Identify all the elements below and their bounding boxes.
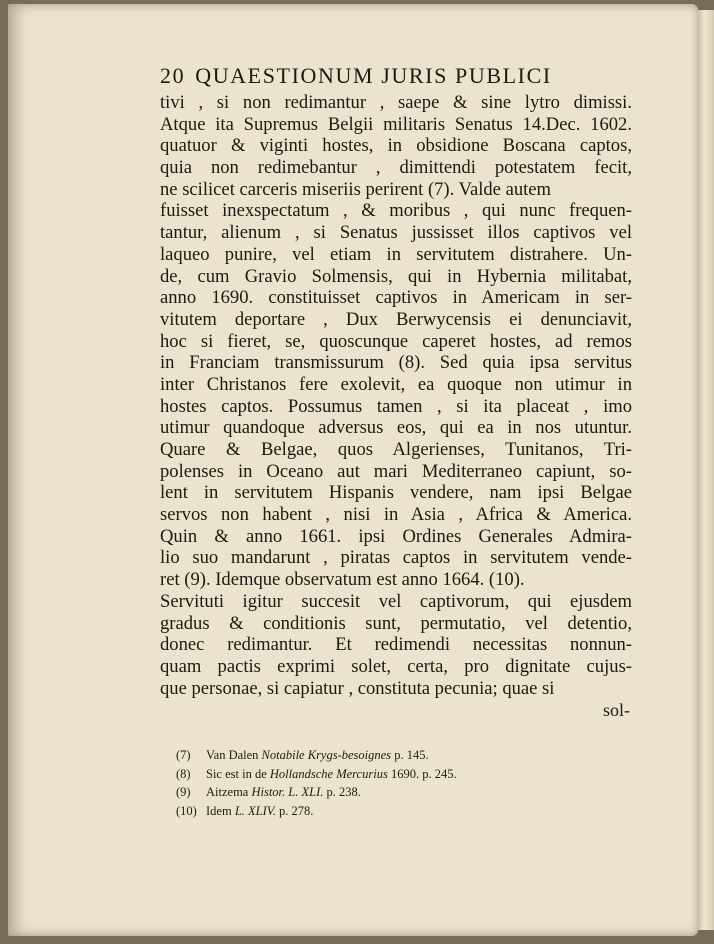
footnote-mark: (10) (176, 803, 197, 818)
text-line: inter Christanos fere exolevit, ea quoque non utimur in (160, 373, 632, 395)
footnote-author: Aitzema (206, 785, 252, 799)
text-line: Quare & Belgae, quos Algerienses, Tunitanos, Tri- (160, 439, 632, 460)
body-text (160, 92, 632, 699)
footnote-page-ref: p. 238. (323, 785, 361, 799)
text-line: tivi , si non redimantur , saepe & sine lytro dimissi. (160, 92, 632, 113)
text-line: in Franciam transmissurum (8). Sed quia ipsa servitus (160, 352, 632, 374)
footnote-author: Idem (206, 803, 235, 818)
text-line: servos non habent , nisi in Asia , Africa & America. (160, 504, 632, 526)
footnote-work-title: Notabile Krygs-besoignes (261, 748, 392, 762)
footnote-page-ref: 1690. p. 245. (387, 766, 457, 781)
text-line: lent in servitutem Hispanis vendere, nam ipsi Belgae (160, 482, 632, 504)
text-line: quam pactis exprimi solet, certa, pro dignitate cujus- (160, 655, 632, 677)
text-line: donec redimantur. Et redimendi necessitas nonnun- (160, 634, 632, 656)
page-number: 20 (160, 63, 186, 88)
footnote-page-ref: p. 145. (391, 748, 429, 762)
footnote-work-title: Histor. L. XLI. (251, 785, 324, 799)
text-line: quatuor & viginti hostes, in obsidione Boscana captos, (160, 135, 632, 157)
text-line: tantur, alienum , si Senatus jussisset illos captivos vel (160, 222, 632, 244)
footnote (176, 802, 576, 821)
text-line: quia non redimebantur , dimittendi potestatem fecit, (160, 157, 632, 179)
text-line: gradus & conditionis sunt, permutatio, vel detentio, (160, 612, 632, 634)
text-line: ne scilicet carceris miseriis perirent (7). Valde autem (160, 178, 551, 200)
footnote-author: Sic est in de (206, 766, 270, 781)
footnote (176, 783, 576, 802)
footnote-work-title: L. XLIV. (234, 803, 276, 818)
page-edges (698, 10, 714, 930)
text-line: polenses in Oceano aut mari Mediterraneo capiunt, so- (160, 460, 632, 482)
text-line: ret (9). Idemque observatum est anno 1664. (10). (160, 569, 525, 591)
text-line: que personae, si capiatur , constituta pecunia; quae si (160, 677, 555, 699)
footnote-work-title: Hollandsche Mercurius (269, 766, 388, 781)
page-content (160, 62, 632, 721)
text-line: hoc si fieret, se, quoscunque caperet hostes, ad remos (160, 330, 632, 352)
text-line: utimur quandoque adversus eos, qui ea in nos utuntur. (160, 417, 632, 439)
text-line: hostes captos. Possumus tamen , si ita placeat , imo (160, 395, 632, 417)
text-line: laqueo punire, vel etiam in servitutem distrahere. Un- (160, 243, 632, 265)
text-line: anno 1690. constituisset captivos in Americam in ser- (160, 287, 632, 309)
running-header (160, 62, 632, 90)
footnote-mark: (7) (176, 748, 191, 762)
footnote (176, 746, 576, 765)
footnotes (176, 746, 576, 820)
footnote-mark: (9) (176, 785, 191, 799)
text-line: fuisset inexspectatum , & moribus , qui nunc frequen- (160, 200, 632, 222)
text-line: Servituti igitur succesit vel captivorum, qui ejusdem (160, 590, 632, 612)
footnote-mark: (8) (176, 766, 191, 781)
catchword: sol- (603, 700, 630, 721)
text-line: Atque ita Supremus Belgii militaris Senatus 14.Dec. 1602. (160, 113, 632, 135)
text-line: vitutem deportare , Dux Berwycensis ei denunciavit, (160, 308, 632, 330)
footnote-author: Van Dalen (206, 748, 262, 762)
text-line: Quin & anno 1661. ipsi Ordines Generales Admira- (160, 525, 632, 547)
footnote-page-ref: p. 278. (275, 803, 314, 818)
footnote (176, 765, 576, 784)
text-line: de, cum Gravio Solmensis, qui in Hybernia militabat, (160, 265, 632, 287)
running-title: QUAESTIONUM JURIS PUBLICI (195, 63, 552, 88)
text-line: lio suo mandarunt , piratas captos in servitutem vende- (160, 547, 632, 569)
